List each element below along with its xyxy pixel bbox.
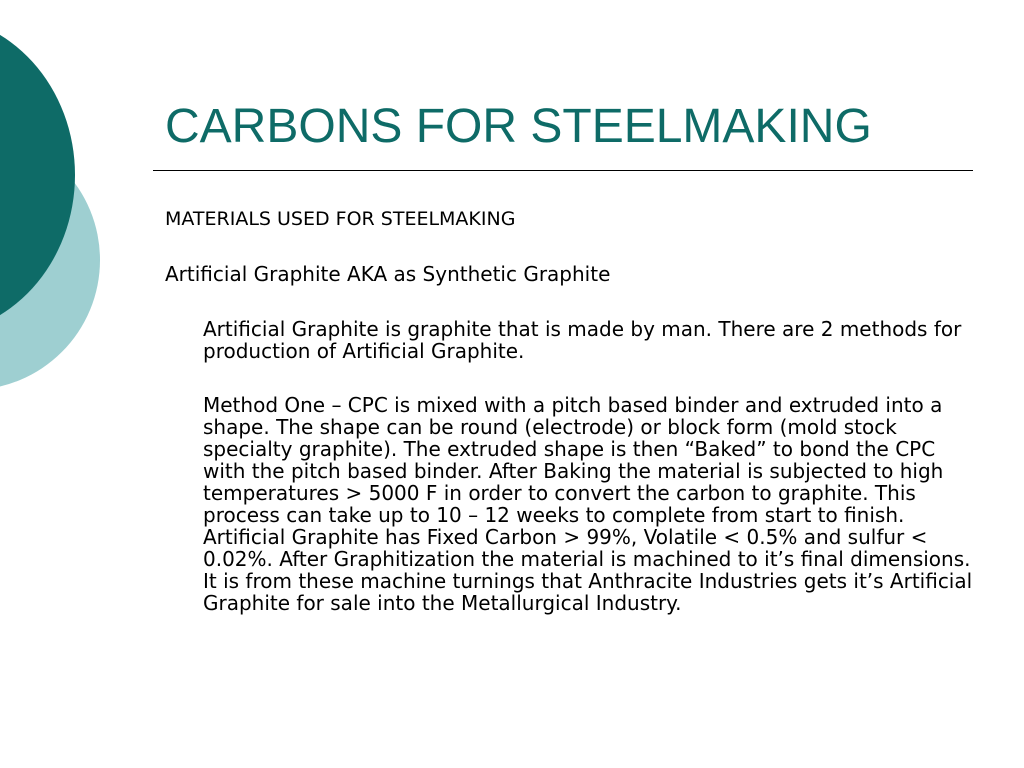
paragraph-intro: Artificial Graphite is graphite that is made by man. There are 2 methods for production of Artificial Graphite. bbox=[203, 317, 962, 363]
paragraph-method-one: Method One – CPC is mixed with a pitch based binder and extruded into a shape. The shape can be round (electrode) or block form (mold stock specialty graphite). The extruded shape is then “Baked” to bond the CPC with the pitch based binder. After Baking the material is subjected to high temperatures > 5000 F in order to convert the carbon to graphite. This process can take up to 10 – 12 weeks to complete from start to finish. Artificial Graphite has Fixed Carbon > 99%, Volatile < 0.5% and sulfur < 0.02%. After Graphitization the material is machined to it’s final dimensions. It is from these machine turnings that Anthracite Industries gets it’s Artificial Graphite for sale into the Metallurgical Industry. bbox=[203, 393, 973, 615]
title-divider bbox=[153, 170, 973, 171]
subheading: MATERIALS USED FOR STEELMAKING bbox=[165, 208, 516, 230]
topic-heading: Artificial Graphite AKA as Synthetic Graphite bbox=[165, 262, 611, 286]
slide-title: CARBONS FOR STEELMAKING bbox=[165, 100, 872, 153]
